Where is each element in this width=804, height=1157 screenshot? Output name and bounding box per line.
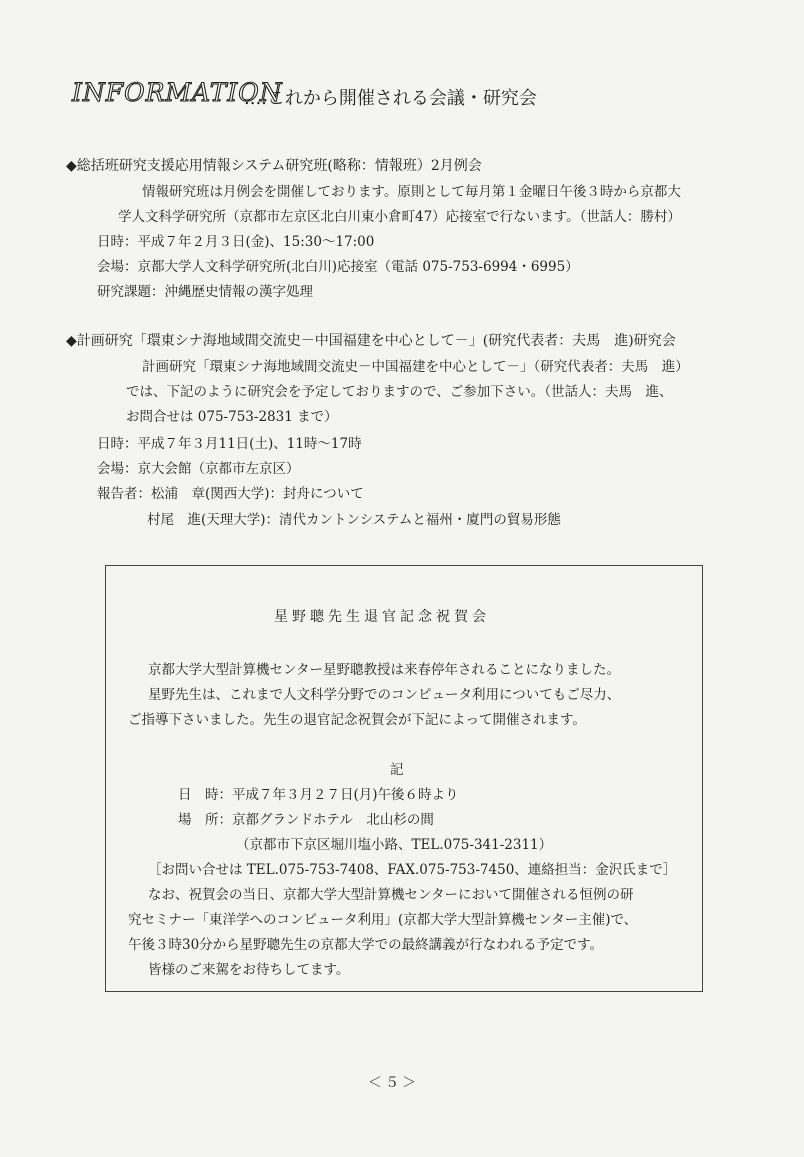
announcement-place: 場 所：京都グランドホテル 北山杉の間 [178,812,434,828]
section1-heading: ◆総括班研究支援応用情報システム研究班(略称：情報班）2月例会 [66,158,482,174]
section1-venue: 会場：京都大学人文科学研究所(北白川)応接室（電話 075-753-6994・6995） [97,259,579,275]
section2-heading: ◆計画研究「環東シナ海地域間交流史－中国福建を中心として－」(研究代表者：夫馬 進)研究会 [66,333,676,349]
announcement-contact: ［お問い合せは TEL.075-753-7408、FAX.075-753-7450、連絡担当：金沢氏まで］ [148,862,677,878]
announcement-date: 日 時：平成７年３月２７日(月)午後６時より [178,787,459,803]
header-subtitle: ....これから開催される会議・研究会 [244,88,537,109]
announcement-intro-line-2: 星野先生は、これまで人文科学分野でのコンピュータ利用についてもご尽力、 [148,687,621,703]
section2-body-line-1: 計画研究「環東シナ海地域間交流史－中国福建を中心として－」（研究代表者：夫馬 進） [142,359,689,375]
section1-topic: 研究課題：沖縄歴史情報の漢字処理 [97,284,313,300]
section2-venue: 会場：京大会館（京都市左京区） [97,461,300,477]
section1-body-line-1: 情報研究班は月例会を開催しております。原則として毎月第１金曜日午後３時から京都大 [142,184,681,200]
section2-reporter-2: 村尾 進(天理大学)：清代カントンシステムと福州・廈門の貿易形態 [147,512,561,528]
header-title: INFORMATION [72,78,283,107]
section2-body-line-3: お問合せは 075-753-2831 まで） [126,409,338,425]
section2-body-line-2: では、下記のように研究会を予定しておりますので、ご参加下さい。（世話人：夫馬 進、 [126,384,673,400]
announcement-note-line-3: 午後３時30分から星野聰先生の京都大学での最終講義が行なわれる予定です。 [128,937,604,953]
announcement-note-line-4: 皆様のご来駕をお待ちしてます。 [148,962,350,978]
section1-body-line-2: 学人文科学研究所（京都市左京区北白川東小倉町47）応接室で行ないます。（世話人：勝村） [118,209,681,225]
section2-date: 日時：平成７年３月11日(土)、11時～17時 [97,436,362,452]
announcement-intro-line-3: ご指導下さいました。先生の退官記念祝賀会が下記によって開催されます。 [128,712,586,728]
announcement-note-line-2: 究セミナー「東洋学へのコンピュータ利用」(京都大学大型計算機センター主催)で、 [128,912,638,928]
announcement-note-line-1: なお、祝賀会の当日、京都大学大型計算機センターにおいて開催される恒例の研 [148,887,634,903]
announcement-title: 星野聰先生退官記念祝賀会 [274,609,490,625]
section2-reporter-1: 報告者：松浦 章(関西大学)：封舟について [97,486,364,502]
announcement-address: （京都市下京区堀川塩小路、TEL.075-341-2311） [236,837,553,853]
announcement-intro-line-1: 京都大学大型計算機センター星野聰教授は来春停年されることになりました。 [148,662,620,678]
section1-date: 日時：平成７年２月３日(金)、15:30～17:00 [97,234,375,250]
announcement-ki: 記 [390,762,404,778]
page-number: ＜５＞ [368,1075,419,1091]
